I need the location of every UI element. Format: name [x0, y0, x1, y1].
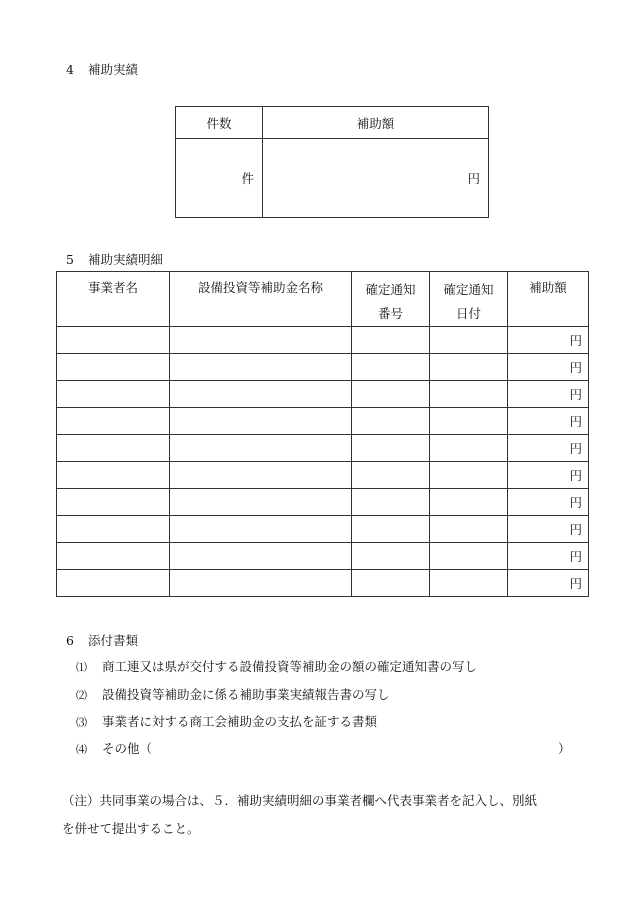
section5-title: 補助実績明細 — [88, 252, 164, 267]
section6-heading — [66, 631, 138, 649]
header-notice-number-line2: 番号 — [377, 306, 403, 321]
table-row — [57, 570, 589, 597]
attachment-item-2 — [76, 685, 390, 703]
header-notice-date-line1: 確定通知 — [443, 282, 494, 297]
table-row — [57, 381, 589, 408]
row-unit: 円 — [508, 435, 589, 462]
header-notice-number — [352, 272, 430, 327]
table-row — [57, 435, 589, 462]
item-text: 設備投資等補助金に係る補助事業実績報告書の写し — [102, 687, 390, 702]
table-row — [57, 543, 589, 570]
section4-number: 4 — [66, 62, 74, 77]
item-number: ⑷ — [76, 743, 87, 756]
header-subsidy-name: 設備投資等補助金名称 — [170, 272, 352, 327]
item-number: ⑵ — [76, 689, 87, 702]
row-unit: 円 — [508, 543, 589, 570]
table-row — [57, 408, 589, 435]
header-notice-date-line2: 日付 — [455, 306, 481, 321]
item-number: ⑴ — [76, 661, 87, 674]
row-unit: 円 — [508, 462, 589, 489]
attachment-item-3 — [76, 712, 377, 730]
table-row — [57, 489, 589, 516]
item-number: ⑶ — [76, 716, 87, 729]
section5-number: 5 — [66, 252, 74, 267]
table-row — [57, 327, 589, 354]
item-text: その他（ — [102, 741, 153, 756]
row-unit: 円 — [508, 381, 589, 408]
row-unit: 円 — [508, 408, 589, 435]
section4-heading — [66, 60, 138, 78]
subsidy-detail-table — [56, 271, 589, 597]
row-unit: 円 — [508, 516, 589, 543]
header-notice-number-line1: 確定通知 — [365, 282, 416, 297]
note-line1: （注）共同事業の場合は、５．補助実績明細の事業者欄へ代表事業者を記入し、別紙 — [62, 793, 538, 808]
item-text: 商工連又は県が交付する設備投資等補助金の額の確定通知書の写し — [102, 659, 478, 674]
row-unit: 円 — [508, 354, 589, 381]
header-amount: 補助額 — [263, 107, 489, 139]
attachment-item-1 — [76, 657, 477, 675]
count-unit: 件 — [176, 139, 263, 218]
section4-title: 補助実績 — [88, 62, 139, 77]
row-unit: 円 — [508, 489, 589, 516]
section6-number: 6 — [66, 633, 74, 648]
section5-heading — [66, 250, 163, 268]
subsidy-summary-table — [175, 106, 489, 218]
row-unit: 円 — [508, 327, 589, 354]
header-notice-date — [430, 272, 508, 327]
row-unit: 円 — [508, 570, 589, 597]
table-row — [57, 516, 589, 543]
note-line2: を併せて提出すること。 — [62, 821, 200, 836]
table-row — [57, 354, 589, 381]
header-business: 事業者名 — [57, 272, 170, 327]
table-row — [57, 462, 589, 489]
section6-title: 添付書類 — [88, 633, 139, 648]
other-close-paren: ） — [558, 741, 571, 756]
amount-unit: 円 — [263, 139, 489, 218]
item-text: 事業者に対する商工会補助金の支払を証する書類 — [102, 714, 378, 729]
header-detail-amount: 補助額 — [508, 272, 589, 327]
attachment-item-4 — [76, 739, 152, 757]
header-count: 件数 — [176, 107, 263, 139]
